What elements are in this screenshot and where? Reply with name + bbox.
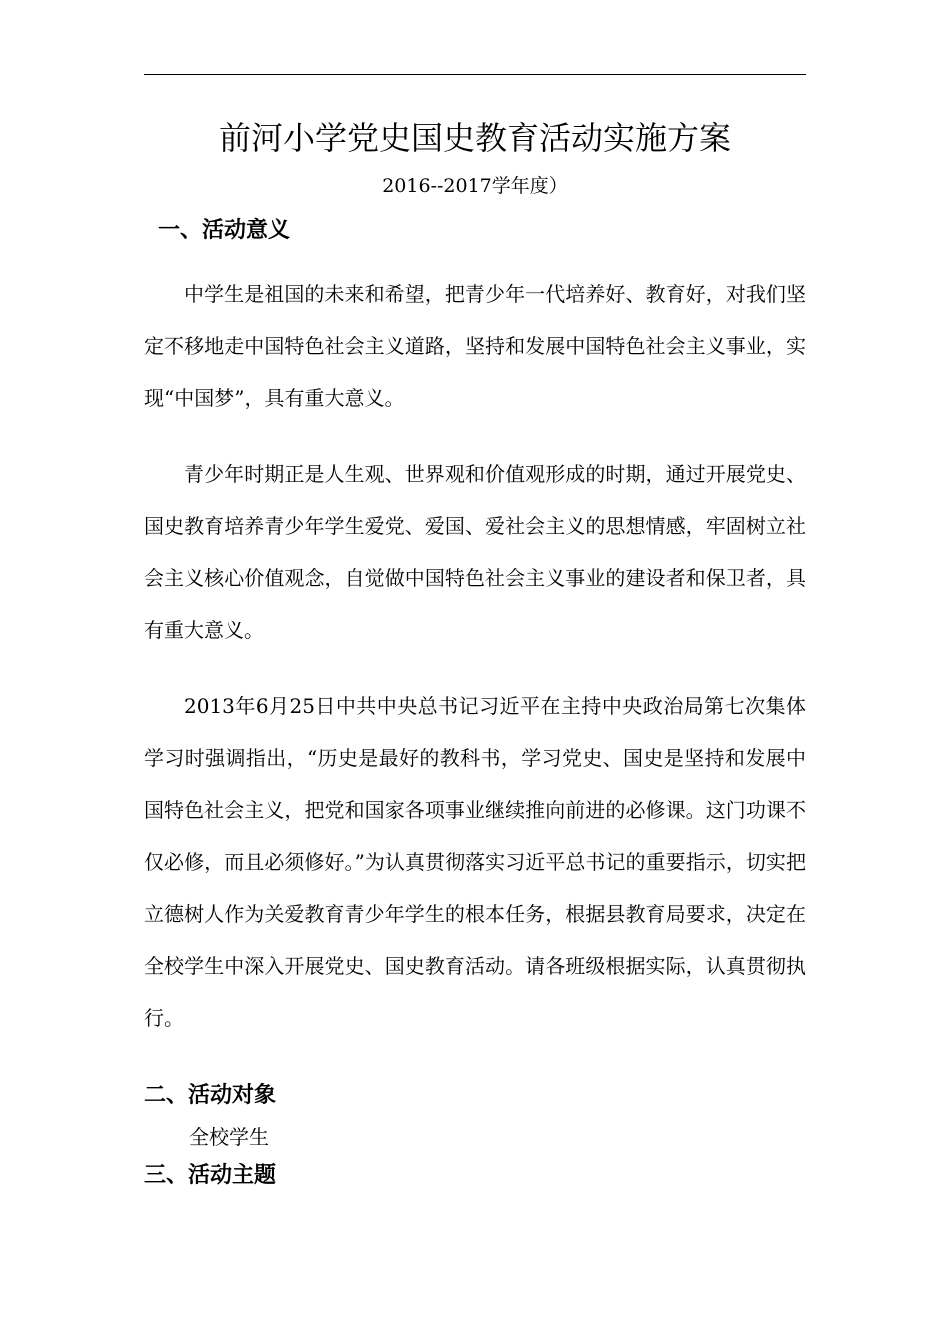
section-heading-target: 二、活动对象	[144, 1083, 277, 1108]
paragraph-significance-1: 中学生是祖国的未来和希望，把青少年一代培养好、教育好，对我们坚定不移地走中国特色社会主义道路，坚持和发展中国特色社会主义事业，实现“中国梦”，具有重大意义。	[144, 282, 806, 410]
target-audience-text: 全校学生	[189, 1125, 269, 1149]
section-heading-significance: 一、活动意义	[158, 218, 291, 243]
paragraph-significance-3: 2013年6月25日中共中央总书记习近平在主持中央政治局第七次集体学习时强调指出，“历史是最好的教科书，学习党史、国史是坚持和发展中国特色社会主义，把党和国家各项事业继续推向前进的必修课。这门功课不仅必修，而且必须修好。”为认真贯彻落实习近平总书记的重要指示，切实把立德树人作为关爱教育青少年学生的根本任务，根据县教育局要求，决定在全校学生中深入开展党史、国史教育活动。请各班级根据实际，认真贯彻执行。	[144, 694, 806, 1030]
paragraph-significance-2: 青少年时期正是人生观、世界观和价值观形成的时期，通过开展党史、国史教育培养青少年学生爱党、爱国、爱社会主义的思想情感，牢固树立社会主义核心价值观念，自觉做中国特色社会主义事业的建设者和保卫者，具有重大意义。	[144, 462, 806, 642]
document-subtitle: 2016--2017学年度）	[382, 175, 568, 197]
section-heading-theme: 三、活动主题	[144, 1163, 277, 1188]
document-title: 前河小学党史国史教育活动实施方案	[218, 119, 731, 157]
header-rule	[144, 74, 806, 75]
